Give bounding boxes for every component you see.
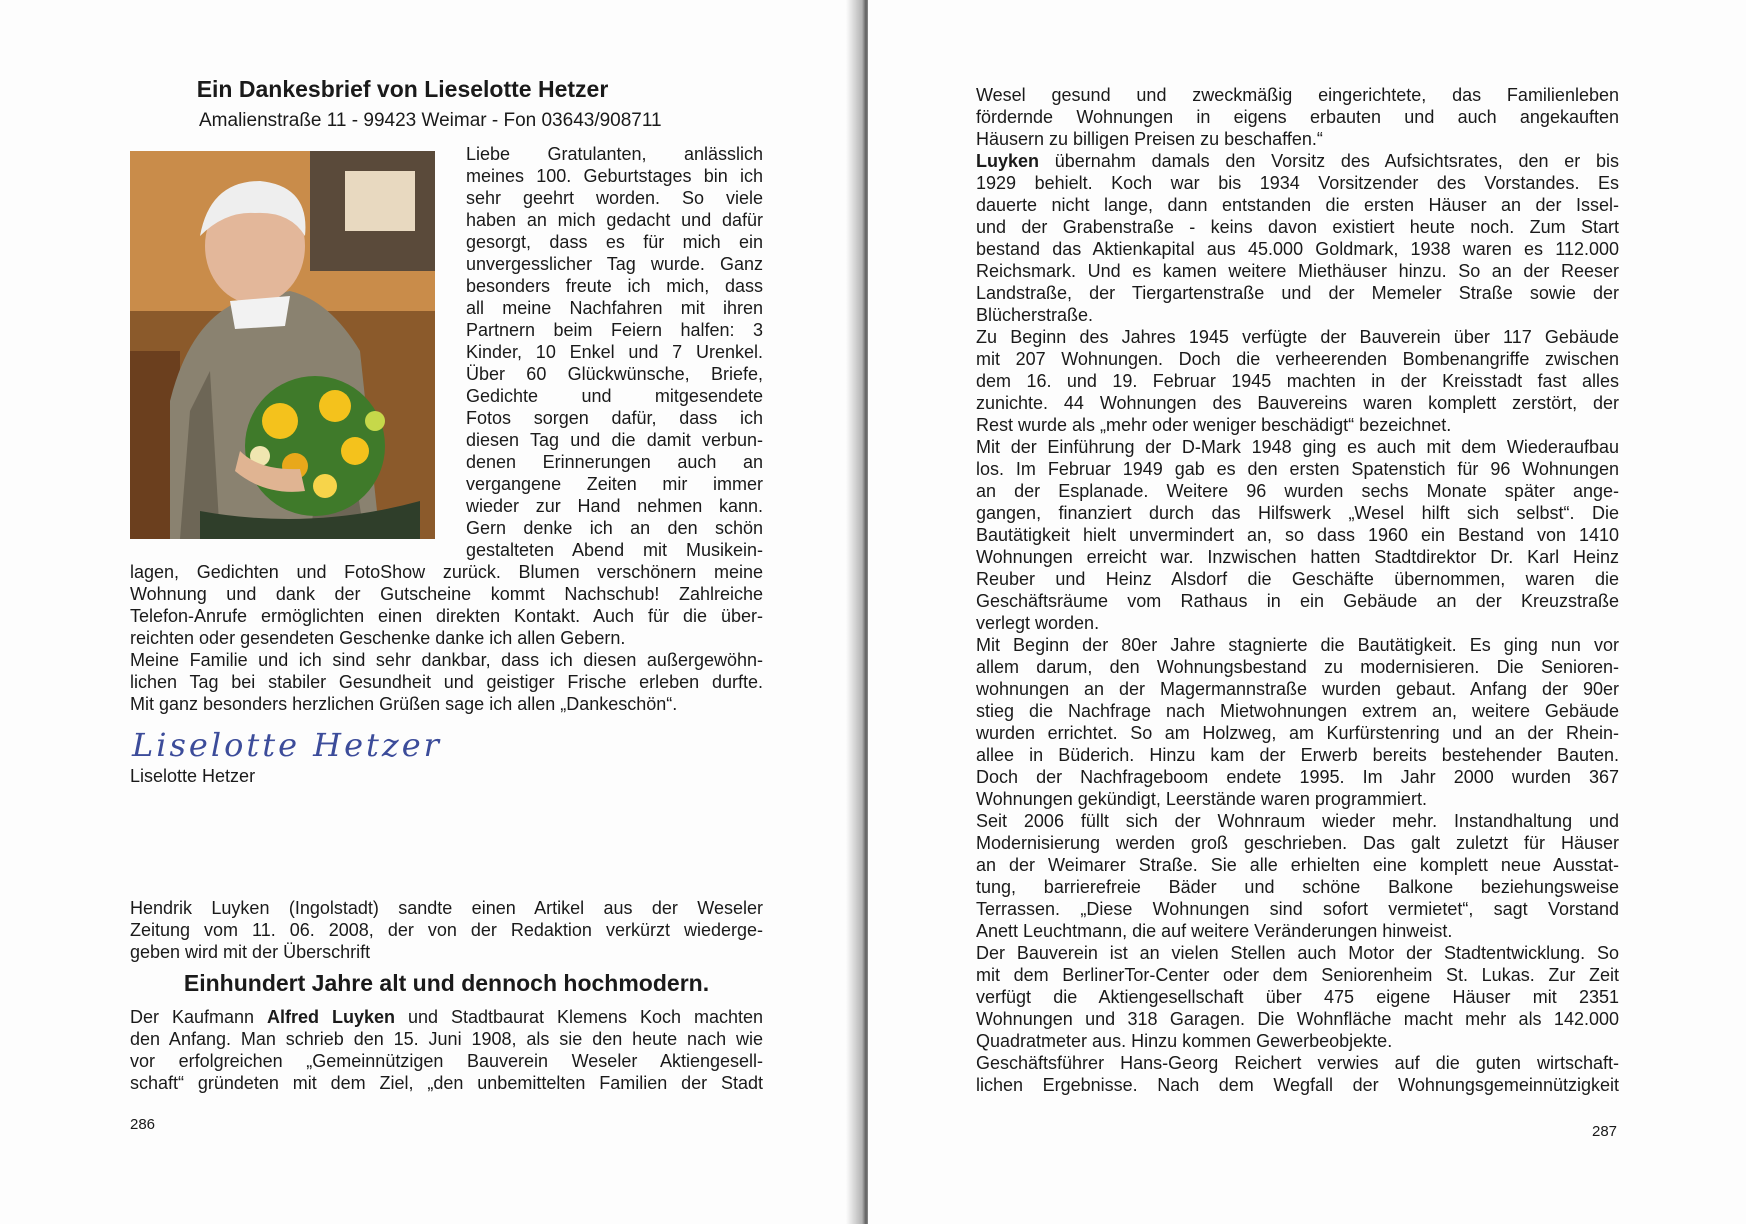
article-line: Zu Beginn des Jahres 1945 verfügte der Bauverein über 117 Gebäude [976, 327, 1619, 347]
page-number-right: 287 [1592, 1123, 1618, 1140]
letter-line: denen Erinnerungen auch an [466, 452, 763, 472]
article-line: den Anfang. Man schrieb den 15. Juni 1908, als sie den heute nach wie [130, 1029, 763, 1049]
letter-line: Fotos sorgen dafür, dass ich [466, 408, 763, 428]
article-text: übernahm damals den Vorsitz des Aufsichtsrates, den er bis [1039, 151, 1619, 171]
left-page [0, 0, 863, 1224]
page-number-left: 286 [130, 1116, 156, 1133]
article-line: mit dem BerlinerTor-Center oder dem Seniorenheim St. Lukas. Zur Zeit [976, 965, 1619, 985]
article-line [130, 1006, 763, 1028]
article-line: Der Bauverein ist an vielen Stellen auch Motor der Stadtentwicklung. So [976, 943, 1619, 963]
article-line: Landstraße, der Tiergartenstraße und der Memeler Straße sowie der [976, 283, 1619, 303]
letter-line: Kinder, 10 Enkel und 7 Urenkel. [466, 342, 763, 362]
article-line: allem darum, den Wohnungsbestand zu modernisieren. Die Senioren- [976, 657, 1619, 677]
article-line: verfügt die Aktiengesellschaft über 475 eigene Häuser mit 2351 [976, 987, 1619, 1007]
article-line: Wohnungen und 318 Garagen. Die Wohnfläche macht mehr als 142.000 [976, 1009, 1619, 1029]
article-line: wohnungen an der Magermannstraße wurden gebaut. Anfang der 90er [976, 679, 1619, 699]
article-line: schaft“ gründeten mit dem Ziel, „den unbemittelten Familien der Stadt [130, 1073, 763, 1093]
letter-line: gestalteten Abend mit Musikein- [466, 540, 763, 560]
article-line: Reichsmark. Und es kamen weitere Miethäuser hinzu. So an der Reeser [976, 261, 1619, 281]
article-title: Einhundert Jahre alt und dennoch hochmodern. [183, 970, 710, 996]
article-line: bestand das Aktienkapital aus 45.000 Goldmark, 1938 waren es 112.000 [976, 239, 1619, 259]
article-line: los. Im Februar 1949 gab es den ersten Spatenstich für 96 Wohnungen [976, 459, 1619, 479]
article-line: allee in Büderich. Hinzu kam der Erwerb bereits bestehender Bauten. [976, 745, 1619, 765]
article-line: an der Weimarer Straße. Sie alle erhielten eine komplett neue Ausstat- [976, 855, 1619, 875]
article-line: Modernisierung werden groß geschrieben. Das galt zuletzt für Häuser [976, 833, 1619, 853]
article-line: verlegt worden. [976, 613, 1100, 633]
article-line: 1929 behielt. Koch war bis 1934 Vorsitzender des Vorstandes. Es [976, 173, 1619, 193]
article-line: an der Esplanade. Weitere 96 wurden sechs Monate später ange- [976, 481, 1619, 501]
article-text: Der Kaufmann [130, 1007, 267, 1027]
article-line: Wohnungen gekündigt, Leerstände waren programmiert. [976, 789, 1427, 809]
right-page [868, 0, 1746, 1224]
article-line: zunichte. 44 Wohnungen des Bauvereins waren komplett zerstört, der [976, 393, 1619, 413]
article-line: Geschäftsführer Hans-Georg Reichert verwies auf die guten wirtschaft- [976, 1053, 1619, 1073]
letter-line: Über 60 Glückwünsche, Briefe, [466, 364, 763, 384]
article-text: und Stadtbaurat Klemens Koch machten [395, 1007, 764, 1027]
article-line: Anett Leuchtmann, die auf weitere Veränderungen hinweist. [976, 921, 1453, 941]
letter-line: vergangene Zeiten mir immer [466, 474, 763, 494]
article-line: Bautätigkeit hielt unvermindert an, so dass 1960 ein Bestand von 1410 [976, 525, 1619, 545]
article-line: wurden errichtet. So am Holzweg, am Kurfürstenring und an der Rhein- [976, 723, 1619, 743]
letter-line: reichten oder gesendeten Geschenke danke ich allen Gebern. [130, 628, 626, 648]
article-line: mit 207 Wohnungen. Doch die verheerenden Bombenangriffe zwischen [976, 349, 1619, 369]
name-luyken: Luyken [976, 151, 1040, 171]
article-line: Rest wurde als „mehr oder weniger beschädigt“ bezeichnet. [976, 415, 1452, 435]
letter-line: diesen Tag und die damit verbun- [466, 430, 763, 450]
letter-title: Ein Dankesbrief von Lieselotte Hetzer [196, 76, 609, 102]
letter-line: gesorgt, dass es für mich ein [466, 232, 763, 252]
article-line: Seit 2006 füllt sich der Wohnraum wieder mehr. Instandhaltung und [976, 811, 1619, 831]
letter-line: Liebe Gratulanten, anlässlich [466, 144, 763, 164]
article-line [976, 150, 1619, 172]
letter-line: unvergesslicher Tag wurde. Ganz [466, 254, 763, 274]
portrait-photo [130, 151, 435, 539]
intro-line: Zeitung vom 11. 06. 2008, der von der Redaktion verkürzt wiederge- [130, 920, 763, 940]
letter-address: Amalienstraße 11 - 99423 Weimar - Fon 03643/908711 [199, 110, 662, 131]
article-line: Doch der Nachfrageboom endete 1995. Im Jahr 2000 wurden 367 [976, 767, 1619, 787]
letter-line: Gern denke ich an den schön [466, 518, 763, 538]
letter-line: all meine Nachfahren mit ihren [466, 298, 763, 318]
article-line: Reuber und Heinz Alsdorf die Geschäfte übernommen, waren die [976, 569, 1619, 589]
article-line: vor erfolgreichen „Gemeinnützigen Bauverein Weseler Aktiengesell- [130, 1051, 763, 1071]
letter-line: wieder zur Hand nehmen kann. [466, 496, 763, 516]
article-line: gangen, finanziert durch das Hilfswerk „Wesel hilft sich selbst“. Die [976, 503, 1619, 523]
letter-line: Telefon-Anrufe ermöglichten einen direkten Kontakt. Auch für die über- [130, 606, 763, 626]
article-line: lichen Ergebnisse. Nach dem Wegfall der Wohnungsgemeinnützigkeit [976, 1075, 1619, 1095]
article-line: tung, barrierefreie Bäder und schöne Balkone beziehungsweise [976, 877, 1619, 897]
letter-line: Mit ganz besonders herzlichen Grüßen sage ich allen „Dankeschön“. [130, 694, 678, 714]
article-line: Häusern zu billigen Preisen zu beschaffen.“ [976, 129, 1323, 149]
intro-line: geben wird mit der Überschrift [130, 942, 371, 962]
letter-line: besonders freute ich mich, dass [466, 276, 763, 296]
article-line: dem 16. und 19. Februar 1945 machten in der Kreisstadt fast alles [976, 371, 1619, 391]
article-line: Geschäftsräume vom Rathaus in ein Gebäude an der Kreuzstraße [976, 591, 1619, 611]
article-line: stieg die Nachfrage nach Mietwohnungen extrem an, weitere Gebäude [976, 701, 1619, 721]
article-line: und der Grabenstraße - keins davon existiert heute noch. Zum Start [976, 217, 1619, 237]
name-alfred-luyken: Alfred Luyken [267, 1007, 395, 1027]
handwritten-signature: Liselotte Hetzer [132, 726, 442, 764]
letter-line: Partnern beim Feiern halfen: 3 [466, 320, 763, 340]
article-line: Terrassen. „Diese Wohnungen sind sofort vermietet“, sagt Vorstand [976, 899, 1619, 919]
article-line: Wohnungen erreicht war. Inzwischen hatten Stadtdirektor Dr. Karl Heinz [976, 547, 1619, 567]
article-line: Wesel gesund und zweckmäßig eingerichtete, das Familienleben [976, 85, 1619, 105]
intro-line: Hendrik Luyken (Ingolstadt) sandte einen Artikel aus der Weseler [130, 898, 763, 918]
letter-line: Meine Familie und ich sind sehr dankbar, dass ich diesen außergewöhn- [130, 650, 763, 670]
letter-line: Gedichte und mitgesendete [466, 386, 763, 406]
letter-line: sehr geehrt worden. So viele [466, 188, 763, 208]
letter-line: lagen, Gedichten und FotoShow zurück. Blumen verschönern meine [130, 562, 763, 582]
letter-line: Wohnung und dank der Gutscheine kommt Nachschub! Zahlreiche [130, 584, 763, 604]
article-line: fördernde Wohnungen in eigens erbauten und auch angekauften [976, 107, 1619, 127]
article-line: Quadratmeter aus. Hinzu kommen Gewerbeobjekte. [976, 1031, 1393, 1051]
letter-line: lichen Tag bei stabiler Gesundheit und geistiger Frische erleben durfte. [130, 672, 763, 692]
article-line: Blücherstraße. [976, 305, 1094, 325]
article-line: dauerte nicht lange, dann entstanden die ersten Häuser an der Issel- [976, 195, 1619, 215]
signature-name: Liselotte Hetzer [130, 766, 256, 786]
letter-line: haben an mich gedacht und dafür [466, 210, 763, 230]
article-line: Mit der Einführung der D-Mark 1948 ging es auch mit dem Wiederaufbau [976, 437, 1619, 457]
article-line: Mit Beginn der 80er Jahre stagnierte die Bautätigkeit. Es ging nun vor [976, 635, 1619, 655]
letter-line: meines 100. Geburtstages bin ich [466, 166, 763, 186]
